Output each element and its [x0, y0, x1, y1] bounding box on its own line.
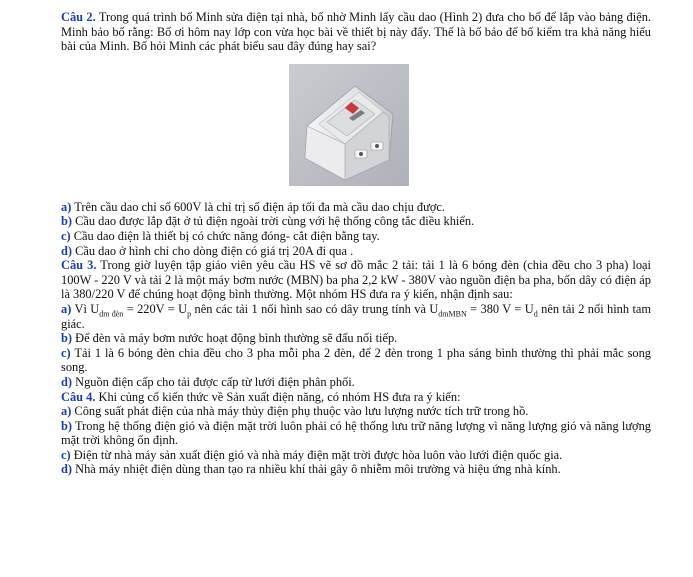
question-2 — [61, 10, 651, 54]
subscript: p — [187, 309, 192, 319]
subscript: dmMBN — [438, 309, 467, 319]
question-4-label: Câu 4. — [61, 389, 96, 404]
question-2-label: Câu 2. — [61, 10, 96, 24]
option-text: Nguồn điện cấp cho tải được cấp từ lưới điện phân phối. — [72, 374, 355, 389]
option-text: Trên cầu dao chỉ số 600V là chỉ trị số điện áp tối đa mà cầu dao chịu được. — [71, 199, 445, 214]
option-text-part: = 220V = U — [123, 301, 188, 316]
question-2-text: Trong quá trình bố Minh sửa điện tại nhà, bố nhờ Minh lấy cầu dao (Hình 2) đưa cho bố để lắp vào bảng điện. Minh bảo bố rằng: Bố ơi hôm nay lớp con vừa học bài về thiết bị này đấy. Thế là bố bảo để bố kiểm tra khả năng hiểu bài của Minh. Bố hỏi Minh các phát biểu sau đây đúng hay sai? — [61, 10, 651, 54]
option-key: b) — [61, 331, 73, 346]
option-text: Cầu dao được lắp đặt ở tủ điện ngoài trời cùng với hệ thống công tắc điều khiển. — [72, 214, 475, 229]
option-text-part: Vì U — [71, 301, 100, 316]
option-key: a) — [61, 404, 72, 419]
question-3-text: Trong giờ luyện tập giáo viên yêu cầu HS vẽ sơ đồ mắc 2 tải: tải 1 là 6 bóng đèn (chia đều cho 3 pha) loại 100W - 220 V và tải 2 là một máy bơm nước (MBN) ba pha 2,2 kW - 380V vào nguồn điện ba pha, bốn dây có điện áp là 380/220 V để chúng hoạt động bình thường. Một nhóm HS đưa ra ý kiến, nhận định sau: — [61, 258, 651, 302]
question-3-option-c — [61, 346, 651, 375]
option-text: Nhà máy nhiệt điện dùng than tạo ra nhiều khí thải gây ô nhiễm môi trường và hiệu ứng nhà kính. — [72, 462, 561, 477]
option-text: Công suất phát điện của nhà máy thủy điện phụ thuộc vào lưu lượng nước tích trữ trong hồ. — [71, 404, 529, 419]
question-3-option-d — [61, 375, 651, 390]
question-3 — [61, 258, 651, 302]
option-key: c) — [61, 345, 71, 360]
question-2-option-c — [61, 229, 651, 244]
subscript: d — [533, 309, 538, 319]
circuit-breaker-image — [289, 64, 409, 186]
option-text: Cầu dao điện là thiết bị có chức năng đóng- cắt điện bằng tay. — [70, 228, 380, 243]
question-4-option-d — [61, 462, 651, 477]
subscript: dm đèn — [99, 309, 124, 319]
question-2-option-d — [61, 244, 651, 259]
option-text-part: nên tải 2 nối hình tam giác. — [61, 301, 652, 331]
option-key: a) — [61, 301, 72, 316]
option-key: b) — [61, 418, 73, 433]
figure-2 — [61, 60, 651, 190]
question-2-option-a — [61, 200, 651, 215]
option-key: d) — [61, 243, 73, 258]
option-key: d) — [61, 374, 73, 389]
option-key: d) — [61, 462, 73, 477]
option-text-part: = 380 V = U — [466, 301, 534, 316]
option-text: Trong hệ thống điện gió và điện mặt trời luôn phải có hệ thống lưu trữ năng lượng vì năng lượng gió và năng lượng mặt trời không ổn định. — [61, 418, 651, 448]
question-4-text: Khi củng cố kiến thức về Sản xuất điện năng, có nhóm HS đưa ra ý kiến: — [95, 389, 461, 404]
question-3-option-a — [61, 302, 651, 331]
option-text: Để đèn và máy bơm nước hoạt động bình thường sẽ đấu nối tiếp. — [72, 331, 398, 346]
document — [61, 10, 651, 477]
option-text-part: nên các tải 1 nối hình sao có dây trung tính và U — [191, 301, 439, 316]
option-key: a) — [61, 199, 72, 214]
question-4-option-b — [61, 419, 651, 448]
option-text: Cầu dao ở hình chỉ cho dòng điện có giá trị 20A đi qua . — [72, 243, 354, 258]
question-4-option-c — [61, 448, 651, 463]
option-key: c) — [61, 447, 71, 462]
option-key: b) — [61, 214, 73, 229]
question-2-option-b — [61, 214, 651, 229]
question-3-label: Câu 3. — [61, 258, 97, 273]
question-3-option-b — [61, 331, 651, 346]
option-key: c) — [61, 228, 71, 243]
option-text: Điện từ nhà máy sản xuất điện gió và nhà máy điện mặt trời được hòa luôn vào lưới điện quốc gia. — [70, 447, 563, 462]
question-4 — [61, 390, 651, 405]
option-text: Tải 1 là 6 bóng đèn chia đều cho 3 pha mỗi pha 2 đèn, để 2 đèn trong 1 pha sáng bình thường thì phải mắc song song. — [61, 345, 651, 375]
question-4-option-a — [61, 404, 651, 419]
